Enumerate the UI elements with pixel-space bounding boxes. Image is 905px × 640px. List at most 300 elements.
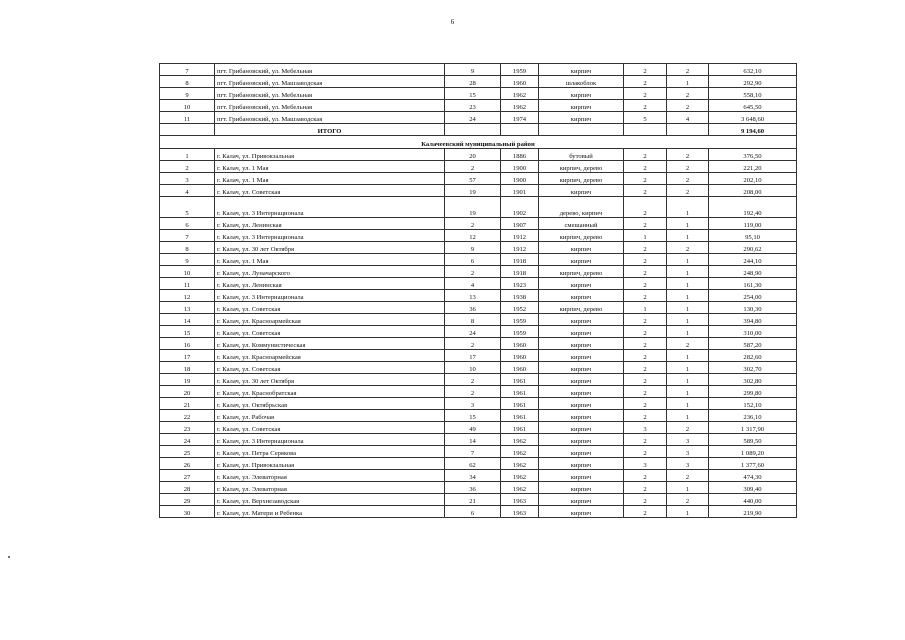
row-number: 14 <box>160 314 215 326</box>
area-cell: 254,00 <box>709 290 797 302</box>
floors-cell: 2 <box>624 446 667 458</box>
table-row <box>160 173 797 185</box>
address-cell: г. Калач, ул. 1 Мая <box>215 173 445 185</box>
row-number: 4 <box>160 185 215 197</box>
apartments-cell: 23 <box>445 100 501 112</box>
table-row <box>160 64 797 76</box>
address-cell: г. Калач, ул. Элеваторная <box>215 470 445 482</box>
floors-cell: 5 <box>624 112 667 124</box>
row-number: 6 <box>160 218 215 230</box>
address-cell: г. Калач, ул. Краснобратская <box>215 386 445 398</box>
row-number: 26 <box>160 458 215 470</box>
year-cell: 1960 <box>501 350 539 362</box>
material-cell: кирпич <box>539 254 624 266</box>
material-cell: кирпич <box>539 100 624 112</box>
table-row <box>160 230 797 242</box>
row-number: 8 <box>160 76 215 88</box>
area-cell: 219,90 <box>709 506 797 518</box>
floors-cell: 2 <box>624 185 667 197</box>
apartments-cell: 24 <box>445 112 501 124</box>
apartments-cell: 9 <box>445 242 501 254</box>
row-number: 11 <box>160 278 215 290</box>
year-cell: 1962 <box>501 458 539 470</box>
address-cell: г. Калач, ул. Луначарского <box>215 266 445 278</box>
apartments-cell: 19 <box>445 185 501 197</box>
floors-cell: 3 <box>624 458 667 470</box>
apartments-cell: 62 <box>445 458 501 470</box>
page-number: 6 <box>450 18 455 26</box>
table-row <box>160 100 797 112</box>
address-cell: пгт. Грибановский, ул. Мебельная <box>215 100 445 112</box>
row-number: 21 <box>160 398 215 410</box>
area-cell: 208,00 <box>709 185 797 197</box>
table-row <box>160 218 797 230</box>
floors-cell: 2 <box>624 254 667 266</box>
table-row <box>160 386 797 398</box>
year-cell: 1907 <box>501 218 539 230</box>
apartments-cell: 28 <box>445 76 501 88</box>
floors-cell: 2 <box>624 149 667 161</box>
year-cell: 1960 <box>501 362 539 374</box>
address-cell: г. Калач, ул. Рабочая <box>215 410 445 422</box>
row-number: 11 <box>160 112 215 124</box>
apartments-cell: 6 <box>445 254 501 266</box>
area-cell: 202,10 <box>709 173 797 185</box>
material-cell: кирпич <box>539 338 624 350</box>
material-cell: кирпич <box>539 422 624 434</box>
material-cell: кирпич, дерево <box>539 302 624 314</box>
apartments-cell: 21 <box>445 494 501 506</box>
row-number: 10 <box>160 100 215 112</box>
material-cell: шлакоблок <box>539 76 624 88</box>
address-cell: г. Калач, ул. Советская <box>215 422 445 434</box>
address-cell: г. Калач, ул. Верхнезаводская <box>215 494 445 506</box>
address-cell: г. Калач, ул. 3 Интернационала <box>215 230 445 242</box>
floors-cell: 2 <box>624 266 667 278</box>
area-cell: 309,40 <box>709 482 797 494</box>
address-cell: г. Калач, ул. Советская <box>215 302 445 314</box>
apartments-cell: 10 <box>445 362 501 374</box>
apartments-cell: 24 <box>445 326 501 338</box>
year-cell: 1963 <box>501 494 539 506</box>
address-cell: г. Калач, ул. Петра Серякова <box>215 446 445 458</box>
address-cell: г. Калач, ул. Ленинская <box>215 278 445 290</box>
material-cell: дерево, кирпич <box>539 197 624 218</box>
material-cell: кирпич <box>539 386 624 398</box>
floors-cell: 2 <box>624 494 667 506</box>
apartments-cell: 17 <box>445 350 501 362</box>
row-number: 7 <box>160 64 215 76</box>
material-cell: кирпич <box>539 242 624 254</box>
floors-cell: 2 <box>624 350 667 362</box>
floors-cell: 2 <box>624 88 667 100</box>
apartments-cell: 12 <box>445 230 501 242</box>
area-cell: 290,62 <box>709 242 797 254</box>
apartments-cell: 34 <box>445 470 501 482</box>
area-cell: 632,10 <box>709 64 797 76</box>
material-cell: кирпич <box>539 362 624 374</box>
year-cell: 1961 <box>501 386 539 398</box>
table-body-top <box>160 64 797 124</box>
apartments-cell: 20 <box>445 149 501 161</box>
year-cell: 1912 <box>501 242 539 254</box>
entrances-cell: 2 <box>667 242 709 254</box>
floors-cell: 2 <box>624 197 667 218</box>
floors-cell: 2 <box>624 362 667 374</box>
area-cell: 589,50 <box>709 434 797 446</box>
row-number: 1 <box>160 149 215 161</box>
apartments-cell: 13 <box>445 290 501 302</box>
total-empty-cell <box>624 124 667 136</box>
area-cell: 95,10 <box>709 230 797 242</box>
year-cell: 1962 <box>501 100 539 112</box>
table-row <box>160 197 797 218</box>
material-cell: кирпич <box>539 458 624 470</box>
address-cell: г. Калач, ул. Привокзальная <box>215 149 445 161</box>
table-row <box>160 494 797 506</box>
year-cell: 1923 <box>501 278 539 290</box>
material-cell: кирпич, дерево <box>539 266 624 278</box>
entrances-cell: 1 <box>667 506 709 518</box>
row-number: 3 <box>160 173 215 185</box>
table-row <box>160 88 797 100</box>
row-number: 28 <box>160 482 215 494</box>
material-cell: кирпич <box>539 64 624 76</box>
material-cell: кирпич <box>539 326 624 338</box>
row-number: 8 <box>160 242 215 254</box>
table-row <box>160 482 797 494</box>
table-row <box>160 506 797 518</box>
area-cell: 292,90 <box>709 76 797 88</box>
year-cell: 1900 <box>501 161 539 173</box>
address-cell: г. Калач, ул. Советская <box>215 185 445 197</box>
area-cell: 376,50 <box>709 149 797 161</box>
table-row <box>160 266 797 278</box>
table-row <box>160 410 797 422</box>
area-cell: 3 648,60 <box>709 112 797 124</box>
entrances-cell: 1 <box>667 302 709 314</box>
area-cell: 236,10 <box>709 410 797 422</box>
material-cell: кирпич <box>539 470 624 482</box>
address-cell: г. Калач, ул. Красноармейская <box>215 350 445 362</box>
row-number: 20 <box>160 386 215 398</box>
table-row <box>160 302 797 314</box>
year-cell: 1918 <box>501 254 539 266</box>
year-cell: 1901 <box>501 185 539 197</box>
table-row <box>160 350 797 362</box>
floors-cell: 1 <box>624 230 667 242</box>
material-cell: кирпич, дерево <box>539 173 624 185</box>
floors-cell: 2 <box>624 338 667 350</box>
address-cell: г. Калач, ул. Коммунистическая <box>215 338 445 350</box>
table-row <box>160 185 797 197</box>
area-cell: 1 377,60 <box>709 458 797 470</box>
material-cell: кирпич <box>539 494 624 506</box>
floors-cell: 2 <box>624 173 667 185</box>
apartments-cell: 36 <box>445 482 501 494</box>
apartments-cell: 2 <box>445 218 501 230</box>
apartments-cell: 19 <box>445 197 501 218</box>
area-cell: 161,30 <box>709 278 797 290</box>
row-number: 13 <box>160 302 215 314</box>
floors-cell: 2 <box>624 314 667 326</box>
section-title: Калачеевский муниципальный район <box>160 136 797 149</box>
area-cell: 130,30 <box>709 302 797 314</box>
row-number: 9 <box>160 88 215 100</box>
floors-cell: 2 <box>624 290 667 302</box>
table-row <box>160 254 797 266</box>
address-cell: г. Калач, ул. Советская <box>215 326 445 338</box>
address-cell: г. Калач, ул. 3 Интернационала <box>215 434 445 446</box>
table-row <box>160 326 797 338</box>
material-cell: кирпич <box>539 314 624 326</box>
year-cell: 1961 <box>501 422 539 434</box>
table-row <box>160 290 797 302</box>
floors-cell: 2 <box>624 434 667 446</box>
floors-cell: 2 <box>624 326 667 338</box>
table-row <box>160 374 797 386</box>
material-cell: кирпич <box>539 374 624 386</box>
apartments-cell: 8 <box>445 314 501 326</box>
entrances-cell: 2 <box>667 161 709 173</box>
year-cell: 1952 <box>501 302 539 314</box>
row-number: 19 <box>160 374 215 386</box>
address-cell: г. Калач, ул. Октябрьская <box>215 398 445 410</box>
entrances-cell: 2 <box>667 88 709 100</box>
table-body-section <box>160 149 797 518</box>
entrances-cell: 1 <box>667 76 709 88</box>
apartments-cell: 49 <box>445 422 501 434</box>
row-number: 30 <box>160 506 215 518</box>
address-cell: пгт. Грибановский, ул. Мебельная <box>215 88 445 100</box>
area-cell: 394,80 <box>709 314 797 326</box>
row-number: 27 <box>160 470 215 482</box>
material-cell: кирпич, дерево <box>539 230 624 242</box>
row-number: 18 <box>160 362 215 374</box>
row-number: 2 <box>160 161 215 173</box>
year-cell: 1962 <box>501 482 539 494</box>
entrances-cell: 3 <box>667 458 709 470</box>
material-cell: кирпич <box>539 398 624 410</box>
floors-cell: 2 <box>624 218 667 230</box>
material-cell: бутовый <box>539 149 624 161</box>
area-cell: 474,30 <box>709 470 797 482</box>
row-number: 17 <box>160 350 215 362</box>
material-cell: кирпич <box>539 482 624 494</box>
table-row <box>160 458 797 470</box>
table-row <box>160 398 797 410</box>
area-cell: 587,20 <box>709 338 797 350</box>
address-cell: пгт. Грибановский, ул. Машзаводская <box>215 76 445 88</box>
area-cell: 310,00 <box>709 326 797 338</box>
total-area: 9 194,60 <box>709 124 797 136</box>
entrances-cell: 2 <box>667 149 709 161</box>
address-cell: пгт. Грибановский, ул. Машзаводская <box>215 112 445 124</box>
floors-cell: 2 <box>624 161 667 173</box>
entrances-cell: 3 <box>667 446 709 458</box>
area-cell: 221,20 <box>709 161 797 173</box>
entrances-cell: 1 <box>667 218 709 230</box>
apartments-cell: 57 <box>445 173 501 185</box>
entrances-cell: 1 <box>667 398 709 410</box>
entrances-cell: 1 <box>667 230 709 242</box>
area-cell: 302,80 <box>709 374 797 386</box>
apartments-cell: 2 <box>445 161 501 173</box>
entrances-cell: 1 <box>667 197 709 218</box>
material-cell: кирпич <box>539 88 624 100</box>
apartments-cell: 2 <box>445 386 501 398</box>
table-row <box>160 161 797 173</box>
year-cell: 1974 <box>501 112 539 124</box>
entrances-cell: 1 <box>667 410 709 422</box>
apartments-cell: 9 <box>445 64 501 76</box>
floors-cell: 2 <box>624 64 667 76</box>
section-header-row <box>160 136 797 149</box>
year-cell: 1961 <box>501 410 539 422</box>
material-cell: кирпич <box>539 434 624 446</box>
year-cell: 1918 <box>501 266 539 278</box>
apartments-cell: 7 <box>445 446 501 458</box>
floors-cell: 2 <box>624 76 667 88</box>
floors-cell: 2 <box>624 506 667 518</box>
year-cell: 1961 <box>501 398 539 410</box>
year-cell: 1963 <box>501 506 539 518</box>
total-empty-cell <box>667 124 709 136</box>
table-row <box>160 76 797 88</box>
entrances-cell: 3 <box>667 434 709 446</box>
entrances-cell: 2 <box>667 494 709 506</box>
entrances-cell: 1 <box>667 386 709 398</box>
table-row <box>160 314 797 326</box>
floors-cell: 2 <box>624 398 667 410</box>
entrances-cell: 2 <box>667 338 709 350</box>
entrances-cell: 1 <box>667 314 709 326</box>
table-row <box>160 434 797 446</box>
entrances-cell: 2 <box>667 185 709 197</box>
entrances-cell: 1 <box>667 254 709 266</box>
address-cell: г. Калач, ул. 3 Интернационала <box>215 290 445 302</box>
year-cell: 1960 <box>501 76 539 88</box>
address-cell: г. Калач, ул. Привокзальная <box>215 458 445 470</box>
year-cell: 1962 <box>501 470 539 482</box>
scan-speck <box>8 556 10 558</box>
year-cell: 1960 <box>501 338 539 350</box>
row-number: 5 <box>160 197 215 218</box>
material-cell: кирпич <box>539 446 624 458</box>
year-cell: 1912 <box>501 230 539 242</box>
material-cell: кирпич <box>539 506 624 518</box>
floors-cell: 2 <box>624 482 667 494</box>
address-cell: г. Калач, ул. 30 лет Октября <box>215 242 445 254</box>
apartments-cell: 15 <box>445 88 501 100</box>
floors-cell: 2 <box>624 470 667 482</box>
row-number: 12 <box>160 290 215 302</box>
apartments-cell: 14 <box>445 434 501 446</box>
floors-cell: 2 <box>624 100 667 112</box>
year-cell: 1962 <box>501 434 539 446</box>
entrances-cell: 1 <box>667 350 709 362</box>
material-cell: кирпич <box>539 278 624 290</box>
row-number: 16 <box>160 338 215 350</box>
entrances-cell: 1 <box>667 266 709 278</box>
address-cell: г. Калач, ул. Советская <box>215 362 445 374</box>
year-cell: 1959 <box>501 326 539 338</box>
year-cell: 1902 <box>501 197 539 218</box>
material-cell: кирпич <box>539 185 624 197</box>
table-row <box>160 242 797 254</box>
material-cell: смешанный <box>539 218 624 230</box>
year-cell: 1959 <box>501 314 539 326</box>
address-cell: г. Калач, ул. Элеваторная <box>215 482 445 494</box>
area-cell: 244,10 <box>709 254 797 266</box>
table-row <box>160 149 797 161</box>
area-cell: 645,50 <box>709 100 797 112</box>
floors-cell: 1 <box>624 302 667 314</box>
entrances-cell: 2 <box>667 64 709 76</box>
material-cell: кирпич <box>539 112 624 124</box>
apartments-cell: 15 <box>445 410 501 422</box>
address-cell: г. Калач, ул. 3 Интернационала <box>215 197 445 218</box>
area-cell: 152,10 <box>709 398 797 410</box>
table-row <box>160 278 797 290</box>
row-number: 22 <box>160 410 215 422</box>
entrances-cell: 1 <box>667 278 709 290</box>
entrances-cell: 1 <box>667 482 709 494</box>
table-row <box>160 422 797 434</box>
address-cell: г. Калач, ул. 1 Мая <box>215 161 445 173</box>
total-empty-cell <box>160 124 215 136</box>
table-total <box>160 124 797 149</box>
floors-cell: 2 <box>624 278 667 290</box>
address-cell: г. Калач, ул. Красноармейская <box>215 314 445 326</box>
total-empty-cell <box>501 124 539 136</box>
row-number: 25 <box>160 446 215 458</box>
row-number: 29 <box>160 494 215 506</box>
floors-cell: 2 <box>624 410 667 422</box>
area-cell: 1 089,20 <box>709 446 797 458</box>
area-cell: 248,90 <box>709 266 797 278</box>
apartments-cell: 6 <box>445 506 501 518</box>
apartments-cell: 3 <box>445 398 501 410</box>
address-cell: г. Калач, ул. 30 лет Октября <box>215 374 445 386</box>
material-cell: кирпич <box>539 350 624 362</box>
row-number: 7 <box>160 230 215 242</box>
area-cell: 192,40 <box>709 197 797 218</box>
area-cell: 302,70 <box>709 362 797 374</box>
apartments-cell: 2 <box>445 266 501 278</box>
entrances-cell: 1 <box>667 374 709 386</box>
apartments-cell: 2 <box>445 338 501 350</box>
year-cell: 1938 <box>501 290 539 302</box>
year-cell: 1959 <box>501 64 539 76</box>
table-row <box>160 470 797 482</box>
entrances-cell: 1 <box>667 362 709 374</box>
table-row <box>160 446 797 458</box>
area-cell: 282,60 <box>709 350 797 362</box>
row-number: 24 <box>160 434 215 446</box>
area-cell: 299,80 <box>709 386 797 398</box>
housing-register-table <box>159 63 797 518</box>
year-cell: 1886 <box>501 149 539 161</box>
entrances-cell: 1 <box>667 326 709 338</box>
entrances-cell: 2 <box>667 173 709 185</box>
table-row <box>160 338 797 350</box>
material-cell: кирпич <box>539 290 624 302</box>
entrances-cell: 1 <box>667 290 709 302</box>
total-label: ИТОГО <box>215 124 445 136</box>
floors-cell: 2 <box>624 374 667 386</box>
apartments-cell: 4 <box>445 278 501 290</box>
